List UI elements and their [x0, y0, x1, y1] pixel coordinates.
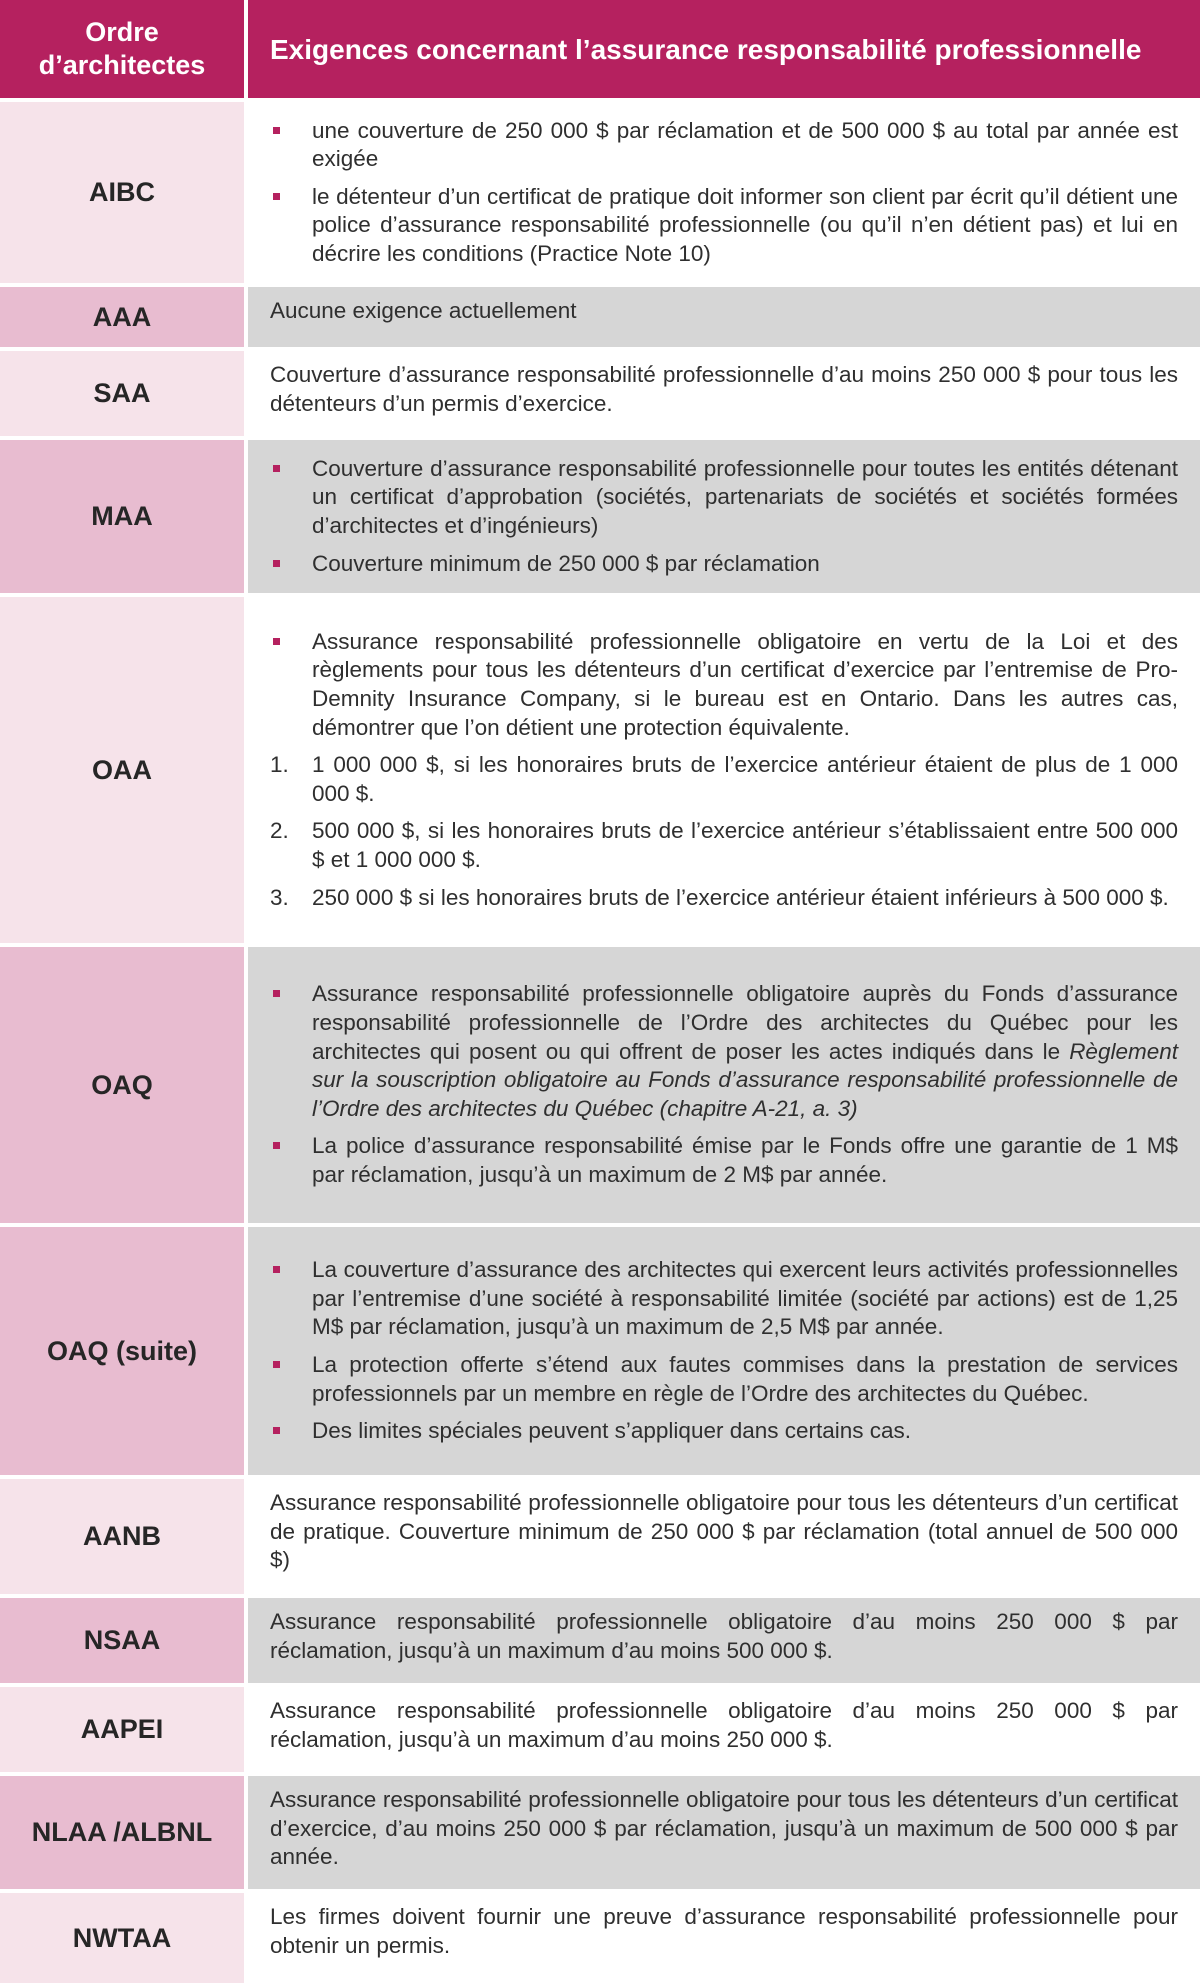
- requirement-text: Couverture d’assurance responsabilité professionnelle d’au moins 250 000 $ pour tous les détenteurs d’un permis d’exercice.: [270, 362, 1178, 416]
- table-header-row: [0, 0, 1200, 102]
- list-item-text: Couverture minimum de 250 000 $ par réclamation: [312, 550, 820, 576]
- requirement-text: Assurance responsabilité professionnelle obligatoire d’au moins 250 000 $ par réclamation, jusqu’à un maximum d’au moins 500 000 $.: [270, 1609, 1178, 1663]
- list-item: [270, 628, 1178, 742]
- bullet-marker: [270, 550, 312, 578]
- table-row: [0, 1776, 1200, 1893]
- list-item: [270, 183, 1178, 269]
- list-item: [270, 1351, 1178, 1408]
- list-item: [270, 1132, 1178, 1189]
- bullet-marker: [270, 1256, 312, 1284]
- list-item-text: La couverture d’assurance des architectes qui exercent leurs activités professionnelles par l’entremise d’une société à responsabilité limitée (société par actions) est de 1,25 M$ par réclamation, jusqu’à un maximum de 2,5 M$ par année.: [312, 1257, 1178, 1340]
- requirement-text: Assurance responsabilité professionnelle obligatoire d’au moins 250 000 $ par réclamation, jusqu’à un maximum d’au moins 250 000 $.: [270, 1698, 1178, 1752]
- bullet-marker: [270, 117, 312, 145]
- regulation-title: Règlement sur la souscription obligatoire au Fonds d’assurance responsabilité professionnelle de l’Ordre des architectes du Québec (chapitre A-21, a. 3): [312, 1038, 1178, 1121]
- numbered-item: [270, 751, 1178, 808]
- list-item-text: 1 000 000 $, si les honoraires bruts de l’exercice antérieur étaient de plus de 1 000 000 $.: [312, 752, 1178, 806]
- row-requirements-cell: [248, 1893, 1200, 1983]
- table-row: [0, 1598, 1200, 1687]
- square-bullet-icon: [273, 1142, 280, 1149]
- table-row: [0, 1479, 1200, 1598]
- row-requirements-cell: [248, 1776, 1200, 1889]
- numbered-item: [270, 817, 1178, 874]
- row-org-cell: OAQ (suite): [0, 1227, 248, 1475]
- list-item-text: Des limites spéciales peuvent s’appliquer dans certains cas.: [312, 1418, 912, 1444]
- row-requirements-cell: [248, 440, 1200, 593]
- table-row: [0, 351, 1200, 440]
- table-row: [0, 1227, 1200, 1479]
- square-bullet-icon: [273, 560, 280, 567]
- row-org-cell: MAA: [0, 440, 248, 593]
- requirement-text: Assurance responsabilité professionnelle obligatoire pour tous les détenteurs d’un certificat de pratique. Couverture minimum de 250 000 $ par réclamation (total annuel de 500 000 $): [270, 1490, 1178, 1573]
- bullet-marker: [270, 455, 312, 483]
- row-requirements-cell: [248, 1598, 1200, 1683]
- header-order-cell: Ordre d’architectes: [0, 0, 248, 98]
- numbered-item: [270, 884, 1178, 913]
- list-item-text: La protection offerte s’étend aux fautes commises dans la prestation de services professionnels par un membre en règle de l’Ordre des architectes du Québec.: [312, 1352, 1178, 1406]
- row-requirements-cell: [248, 351, 1200, 436]
- list-item-text: le détenteur d’un certificat de pratique doit informer son client par écrit qu’il détient une police d’assurance responsabilité professionnelle (ou qu’il n’en détient pas) et lui en décrire les conditions (Practice Note 10): [312, 183, 1178, 266]
- row-org-cell: AAA: [0, 287, 248, 347]
- bullet-marker: [270, 1351, 312, 1379]
- requirement-text: Les firmes doivent fournir une preuve d’assurance responsabilité professionnelle pour obtenir un permis.: [270, 1904, 1178, 1958]
- number-marker: 1.: [270, 752, 289, 778]
- row-requirements-cell: [248, 1687, 1200, 1772]
- list-item-text: [312, 980, 1178, 1123]
- bullet-marker: [270, 1417, 312, 1445]
- row-org-cell: OAQ: [0, 947, 248, 1223]
- table-row: [0, 102, 1200, 287]
- row-requirements-cell: [248, 947, 1200, 1223]
- square-bullet-icon: [273, 127, 280, 134]
- list-item: [270, 1417, 1178, 1446]
- square-bullet-icon: [273, 638, 280, 645]
- row-requirements-cell: [248, 1479, 1200, 1594]
- row-org-cell: OAA: [0, 597, 248, 943]
- row-requirements-cell: [248, 102, 1200, 283]
- square-bullet-icon: [273, 465, 280, 472]
- list-item-text: 500 000 $, si les honoraires bruts de l’exercice antérieur s’établissaient entre 500 000 $ et 1 000 000 $.: [312, 818, 1178, 872]
- row-org-cell: NSAA: [0, 1598, 248, 1683]
- requirement-text: Aucune exigence actuellement: [270, 298, 577, 323]
- header-requirements-cell: Exigences concernant l’assurance responsabilité professionnelle: [248, 0, 1200, 98]
- row-org-cell: NWTAA: [0, 1893, 248, 1983]
- square-bullet-icon: [273, 1266, 280, 1273]
- table-row: [0, 597, 1200, 947]
- row-requirements-cell: [248, 287, 1200, 347]
- row-org-cell: SAA: [0, 351, 248, 436]
- bullet-marker: [270, 628, 312, 656]
- square-bullet-icon: [273, 990, 280, 997]
- square-bullet-icon: [273, 1361, 280, 1368]
- table-row: [0, 1687, 1200, 1776]
- number-marker: 2.: [270, 818, 289, 844]
- list-item-text: Assurance responsabilité professionnelle obligatoire en vertu de la Loi et des règlements pour tous les détenteurs d’un certificat d’exercice par l’entremise de Pro-Demnity Insurance Company, si le bureau est en Ontario. Dans les autres cas, démontrer que l’on détient une protection équivalente.: [312, 628, 1178, 740]
- row-org-cell: AAPEI: [0, 1687, 248, 1772]
- table-row: [0, 1893, 1200, 1983]
- list-item-text: 250 000 $ si les honoraires bruts de l’exercice antérieur étaient inférieurs à 500 000 $.: [312, 884, 1169, 910]
- table-row: [0, 287, 1200, 351]
- list-item-text: La police d’assurance responsabilité émise par le Fonds offre une garantie de 1 M$ par réclamation, jusqu’à un maximum de 2 M$ par année.: [312, 1133, 1178, 1187]
- list-item-text-plain: Assurance responsabilité professionnelle obligatoire auprès du Fonds d’assurance responsabilité professionnelle de l’Ordre des architectes du Québec pour les architectes qui posent ou qui offrent de poser les actes indiqués dans le: [312, 981, 1178, 1064]
- bullet-marker: [270, 980, 312, 1008]
- list-item: [270, 980, 1178, 1123]
- number-marker: 3.: [270, 884, 289, 910]
- row-requirements-cell: [248, 1227, 1200, 1475]
- requirement-text: Assurance responsabilité professionnelle obligatoire pour tous les détenteurs d’un certificat d’exercice, d’au moins 250 000 $ par réclamation, jusqu’à un maximum de 500 000 $ par année.: [270, 1787, 1178, 1870]
- list-item: [270, 117, 1178, 174]
- table-row: [0, 947, 1200, 1227]
- bullet-marker: [270, 183, 312, 211]
- bullet-marker: [270, 1132, 312, 1160]
- list-item-text: Couverture d’assurance responsabilité professionnelle pour toutes les entités détenant un certificat d’approbation (sociétés, partenariats de sociétés et sociétés formées d’architectes et d’ingénieurs): [312, 455, 1178, 538]
- square-bullet-icon: [273, 193, 280, 200]
- list-item-text: une couverture de 250 000 $ par réclamation et de 500 000 $ au total par année est exigée: [312, 117, 1178, 172]
- row-org-cell: AIBC: [0, 102, 248, 283]
- row-requirements-cell: [248, 597, 1200, 943]
- list-item: [270, 455, 1178, 541]
- row-org-cell: AANB: [0, 1479, 248, 1594]
- square-bullet-icon: [273, 1427, 280, 1434]
- list-item: [270, 550, 1178, 579]
- row-org-cell: NLAA /ALBNL: [0, 1776, 248, 1889]
- table-row: [0, 440, 1200, 597]
- list-item: [270, 1256, 1178, 1342]
